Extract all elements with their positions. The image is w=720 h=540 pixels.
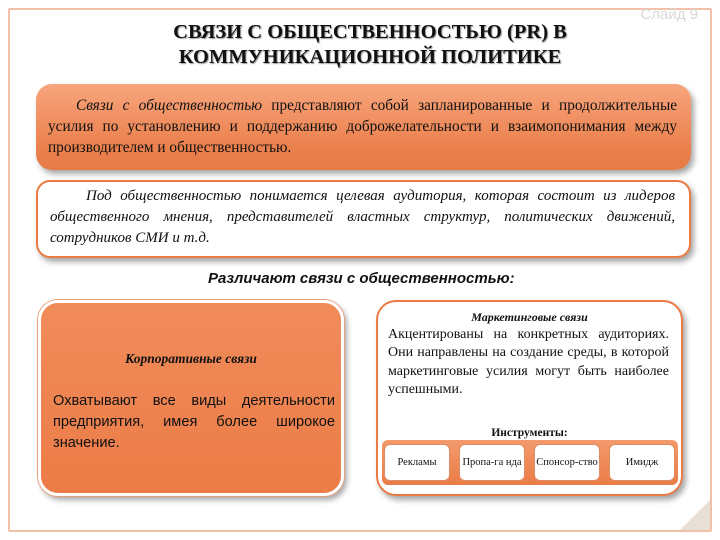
tool-image: Имидж xyxy=(609,444,675,481)
public-paragraph xyxy=(50,186,675,249)
public-term: Под общественностью xyxy=(86,188,242,204)
tools-strip xyxy=(382,440,678,485)
corporate-text: Охватывают все виды деятельности предприятия, имея более широкое значение. xyxy=(53,393,335,451)
tool-sponsorship: Спонсор-ство xyxy=(534,444,600,481)
definition-paragraph xyxy=(48,95,677,158)
marketing-title: Маркетинговые связи xyxy=(471,310,588,324)
definition-term: Связи с общественностью xyxy=(76,97,263,114)
definition-box xyxy=(36,84,691,170)
slide-title: СВЯЗИ С ОБЩЕСТВЕННОСТЬЮ (PR) В КОММУНИКАЦИОННОЙ ПОЛИТИКЕ xyxy=(173,21,567,68)
marketing-box xyxy=(376,300,683,496)
definition-text: представляют собой запланированные и продолжительные усилия по установлению и поддержанию доброжелательности и взаимопонимания между производителем и общественностью. xyxy=(48,97,678,156)
corporate-box xyxy=(38,300,344,496)
tools-title: Инструменты: xyxy=(491,427,568,439)
corner-decoration xyxy=(680,500,710,530)
corporate-title: Корпоративные связи xyxy=(125,351,257,366)
public-text: понимается целевая аудитория, которая состоит из лидеров общественного мнения, представителей властных структур, политических движений, сотрудников СМИ и т.д. xyxy=(50,188,675,246)
distinguish-label: Различают связи с общественностью: xyxy=(208,270,515,287)
slide-number: Слайд 9 xyxy=(640,6,698,23)
public-box xyxy=(36,180,691,258)
marketing-text: Акцентированы на конкретных аудиториях. Они направлены на создание среды, в которой маркетинговые усилия могут быть наиболее успешными. xyxy=(388,327,669,397)
tool-propaganda: Пропа-га нда xyxy=(459,444,525,481)
tool-advertising: Рекламы xyxy=(384,444,450,481)
